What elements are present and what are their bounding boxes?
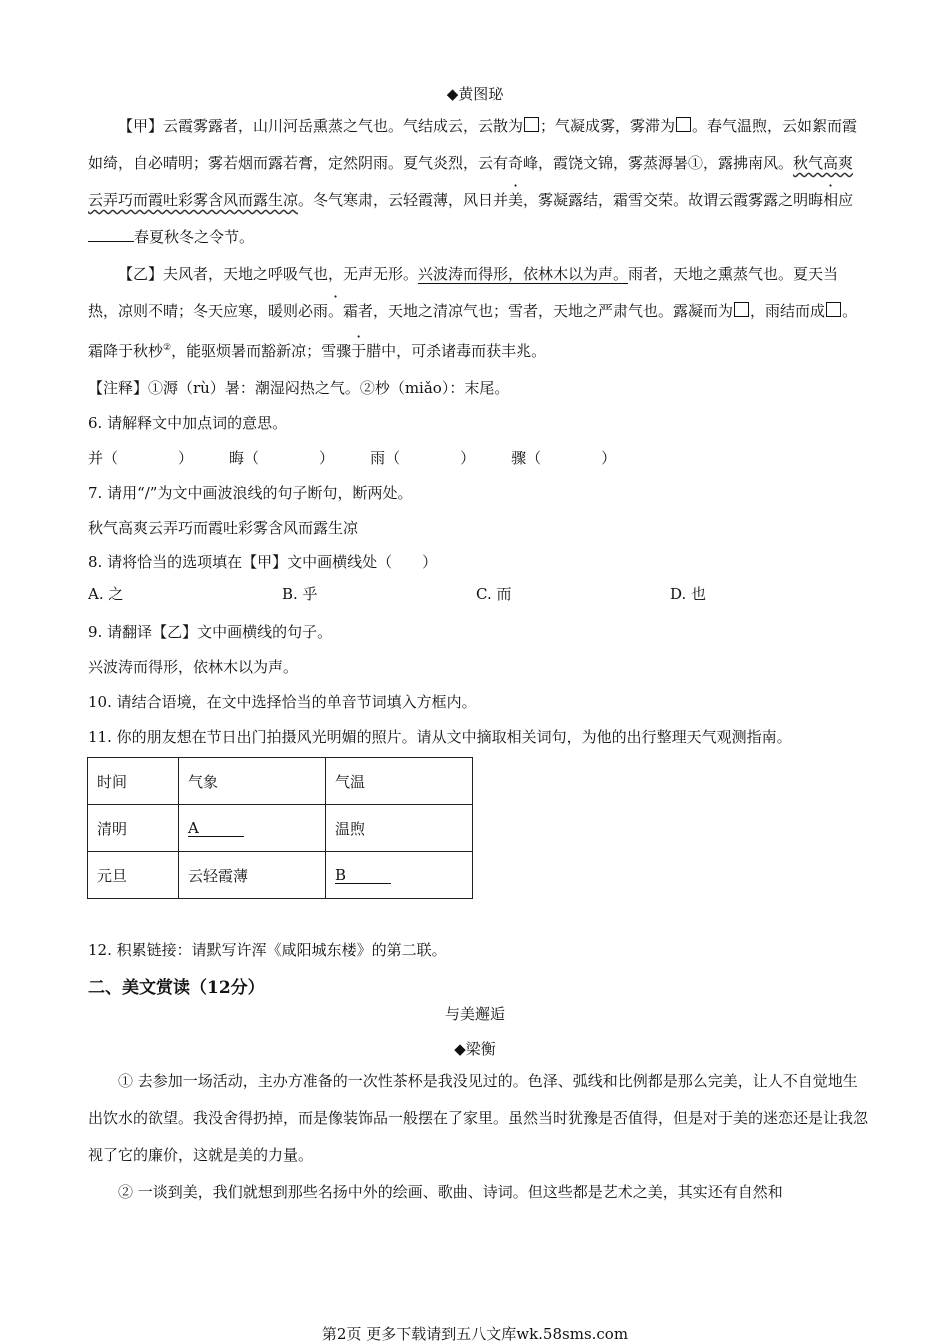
option-c: C. 而 (476, 585, 512, 603)
table-header-cell: 时间 (88, 758, 179, 805)
question-12: 12. 积累链接：请默写许浑《咸阳城东楼》的第二联。 (88, 941, 447, 959)
dotted-word: 并 (493, 191, 509, 209)
author-line: ◆黄图珌 (446, 85, 504, 103)
underlined-sentence: 兴波涛而得形，依林木以为声。 (418, 265, 629, 283)
table-header-cell: 气温 (326, 758, 473, 805)
answer-box (734, 302, 749, 317)
table-cell-blank-a: A______ (179, 805, 326, 852)
essay-title: 与美邂逅 (444, 1005, 505, 1023)
table-cell: 温煦 (326, 805, 473, 852)
essay-author: ◆梁衡 (454, 1040, 496, 1058)
table-header-row (88, 758, 473, 805)
question-10: 10. 请结合语境，在文中选择恰当的单音节词填入方框内。 (88, 693, 477, 711)
option-d: D. 也 (670, 585, 707, 603)
essay-paragraph-2: ② 一谈到美，我们就想到那些名扬中外的绘画、歌曲、诗词。但这些都是艺术之美，其实还有自然和 (118, 1183, 783, 1201)
question-7: 7. 请用“/”为文中画波浪线的句子断句，断两处。 (88, 484, 413, 502)
fill-blank-line (88, 240, 134, 242)
weather-guide-table (87, 757, 473, 899)
question-6: 6. 请解释文中加点词的意思。 (88, 414, 288, 432)
table-cell: 清明 (88, 805, 179, 852)
option-a: A. 之 (88, 585, 124, 603)
question-9-text: 兴波涛而得形，依林木以为声。 (88, 658, 299, 676)
answer-box (524, 117, 539, 132)
section-heading: 二、美文赏读（12分） (88, 978, 265, 998)
table-row (88, 852, 473, 899)
question-9: 9. 请翻译【乙】文中画横线的句子。 (88, 623, 333, 641)
table-header-cell: 气象 (179, 758, 326, 805)
notes: 【注释】①溽（rù）暑：潮湿闷热之气。②杪（miǎo）：末尾。 (88, 379, 510, 397)
table-row (88, 805, 473, 852)
question-7-text: 秋气高爽云弄巧而霞吐彩雾含风而露生凉 (88, 519, 359, 537)
answer-box (826, 302, 841, 317)
table-cell: 云轻霞薄 (179, 852, 326, 899)
essay-paragraph-1: ① 去参加一场活动，主办方准备的一次性茶杯是我没见过的。色泽、弧线和比例都是那么完美，让人不自觉地生出饮水的欲望。我没舍得扔掉，而是像装饰品一般摆在了家里。虽然当时犹豫是否值得，但是对于美的迷恋还是让我忽视了它的廉价，这就是美的力量。 (88, 1072, 869, 1164)
dotted-word: 骤 (336, 342, 352, 360)
passage-yi: 【乙】夫风者，天地之呼吸气也，无声无形。兴波涛而得形，依林木以为声。雨者，天地之熏蒸气也。夏天当热，凉则不晴；冬天应寒，暖则必雨。霜者，天地之清凉气也；雪者，天地之严肃气也。露凝而为 ，雨结而成 。霜降于秋杪②，能驱烦暑而豁新凉；雪骤于腊中，可杀诸毒而获丰兆。 (88, 265, 858, 360)
question-11: 11. 你的朋友想在节日出门拍摄风光明媚的照片。请从文中摘取相关词句，为他的出行整理天气观测指南。 (88, 728, 792, 746)
question-8: 8. 请将恰当的选项填在【甲】文中画横线处（ ） (88, 553, 438, 571)
wavy-underlined-sentence: 秋气高爽云弄巧而霞吐彩雾含风而露生凉 (88, 154, 854, 209)
question-6-items: 并（ ） 晦（ ） 雨（ ） 骤（ ） (88, 449, 617, 467)
page-footer: 第2页 更多下载请到五八文库wk.58sms.com (321, 1325, 629, 1343)
answer-box (676, 117, 691, 132)
table-cell: 元旦 (88, 852, 179, 899)
dotted-word: 晦 (808, 191, 824, 209)
dotted-word: 雨 (313, 302, 329, 320)
table-cell-blank-b: B______ (326, 852, 473, 899)
passage-jia: 【甲】云霞雾露者，山川河岳熏蒸之气也。气结成云，云散为 ；气凝成雾，雾滞为 。春气温煦，云如絮而霞如绮，自必晴明；雾若烟而露若膏，定然阴雨。夏气炎烈，云有奇峰，霞饶文锦，雾蒸溽暑①，露拂南风。秋气高爽云弄巧而霞吐彩雾含风而露生凉。冬气寒肃，云轻霞薄，风日并美，雾凝露结，霜雪交荣。故谓云霞雾露之明晦相应春夏秋冬之令节。 (88, 117, 858, 246)
option-b: B. 乎 (282, 585, 318, 603)
